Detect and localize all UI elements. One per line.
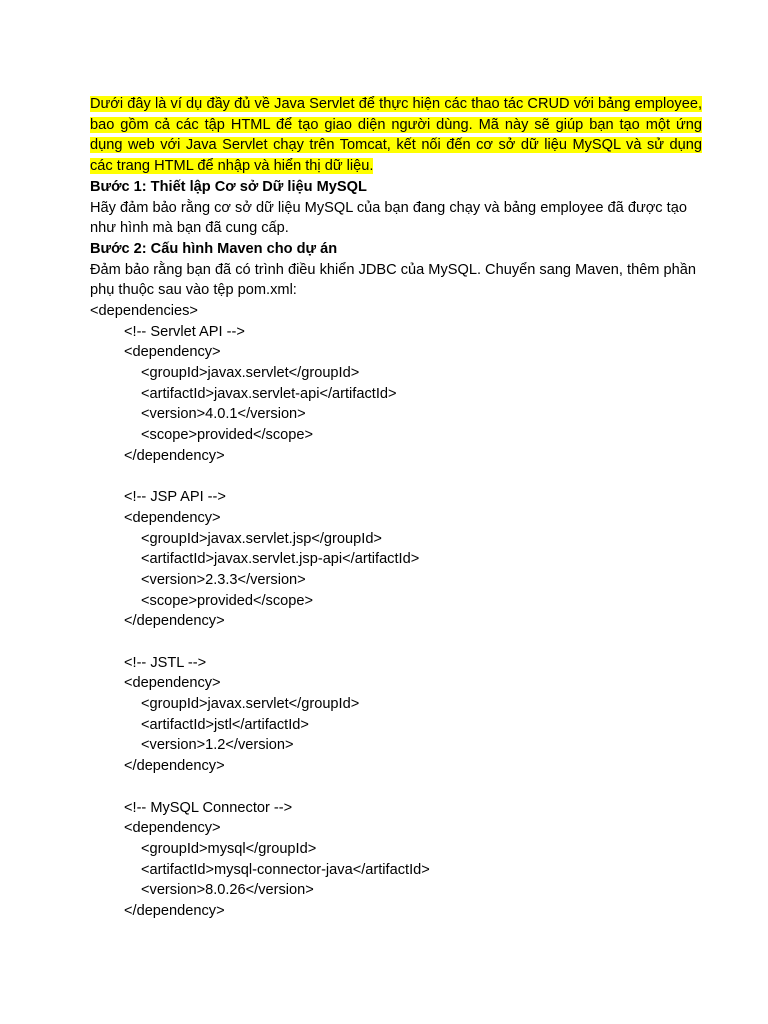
- code-line: <artifactId>jstl</artifactId>: [141, 716, 309, 733]
- code-dependencies-open: <dependencies>: [90, 303, 198, 320]
- code-line: <artifactId>mysql-connector-java</artifactId>: [141, 861, 430, 878]
- code-comment-mysql-connector: <!-- MySQL Connector -->: [124, 799, 293, 816]
- code-dependency-open: <dependency>: [124, 820, 221, 837]
- code-line: <scope>provided</scope>: [141, 592, 314, 609]
- code-line: <groupId>javax.servlet</groupId>: [141, 365, 360, 382]
- code-blank-line: [90, 632, 702, 653]
- step2-text: Đảm bảo rằng bạn đã có trình điều khiển JDBC của MySQL. Chuyển sang Maven, thêm phần phụ thuộc sau vào tệp pom.xml:: [90, 261, 696, 299]
- step1-text: Hãy đảm bảo rằng cơ sở dữ liệu MySQL của bạn đang chạy và bảng employee đã được tạo như hình mà bạn đã cung cấp.: [90, 199, 687, 237]
- intro-paragraph: [90, 94, 702, 177]
- code-dependency-close: </dependency>: [124, 902, 225, 919]
- pom-code-snippet: [90, 301, 702, 922]
- code-line: <groupId>javax.servlet.jsp</groupId>: [141, 530, 382, 547]
- code-dependency-open: <dependency>: [124, 344, 221, 361]
- code-comment-jsp-api: <!-- JSP API -->: [124, 489, 226, 506]
- code-comment-servlet-api: <!-- Servlet API -->: [124, 323, 245, 340]
- code-line: <artifactId>javax.servlet-api</artifactId>: [141, 385, 397, 402]
- code-dependency-close: </dependency>: [124, 613, 225, 630]
- step2-heading: Bước 2: Cấu hình Maven cho dự án: [90, 240, 338, 257]
- code-line: <version>2.3.3</version>: [141, 571, 306, 588]
- code-blank-line: [90, 777, 702, 798]
- step1-heading: Bước 1: Thiết lập Cơ sở Dữ liệu MySQL: [90, 178, 367, 195]
- code-dependency-close: </dependency>: [124, 447, 225, 464]
- highlighted-intro-text: Dưới đây là ví dụ đầy đủ về Java Servlet để thực hiện các thao tác CRUD với bảng employee, bao gồm cả các tập HTML để tạo giao diện người dùng. Mã này sẽ giúp bạn tạo một ứng dụng web với Java Servlet chạy trên Tomcat, kết nối đến cơ sở dữ liệu MySQL và sử dụng các trang HTML để nhập và hiển thị dữ liệu.: [90, 96, 702, 175]
- document-page: [90, 94, 702, 922]
- code-line: <version>8.0.26</version>: [141, 882, 314, 899]
- code-dependency-open: <dependency>: [124, 509, 221, 526]
- code-line: <version>1.2</version>: [141, 737, 294, 754]
- code-dependency-close: </dependency>: [124, 758, 225, 775]
- code-comment-jstl: <!-- JSTL -->: [124, 654, 207, 671]
- code-dependency-open: <dependency>: [124, 675, 221, 692]
- code-line: <groupId>javax.servlet</groupId>: [141, 696, 360, 713]
- code-line: <scope>provided</scope>: [141, 427, 314, 444]
- code-line: <version>4.0.1</version>: [141, 406, 306, 423]
- code-blank-line: [90, 467, 702, 488]
- code-line: <groupId>mysql</groupId>: [141, 840, 317, 857]
- code-line: <artifactId>javax.servlet.jsp-api</artifactId>: [141, 551, 420, 568]
